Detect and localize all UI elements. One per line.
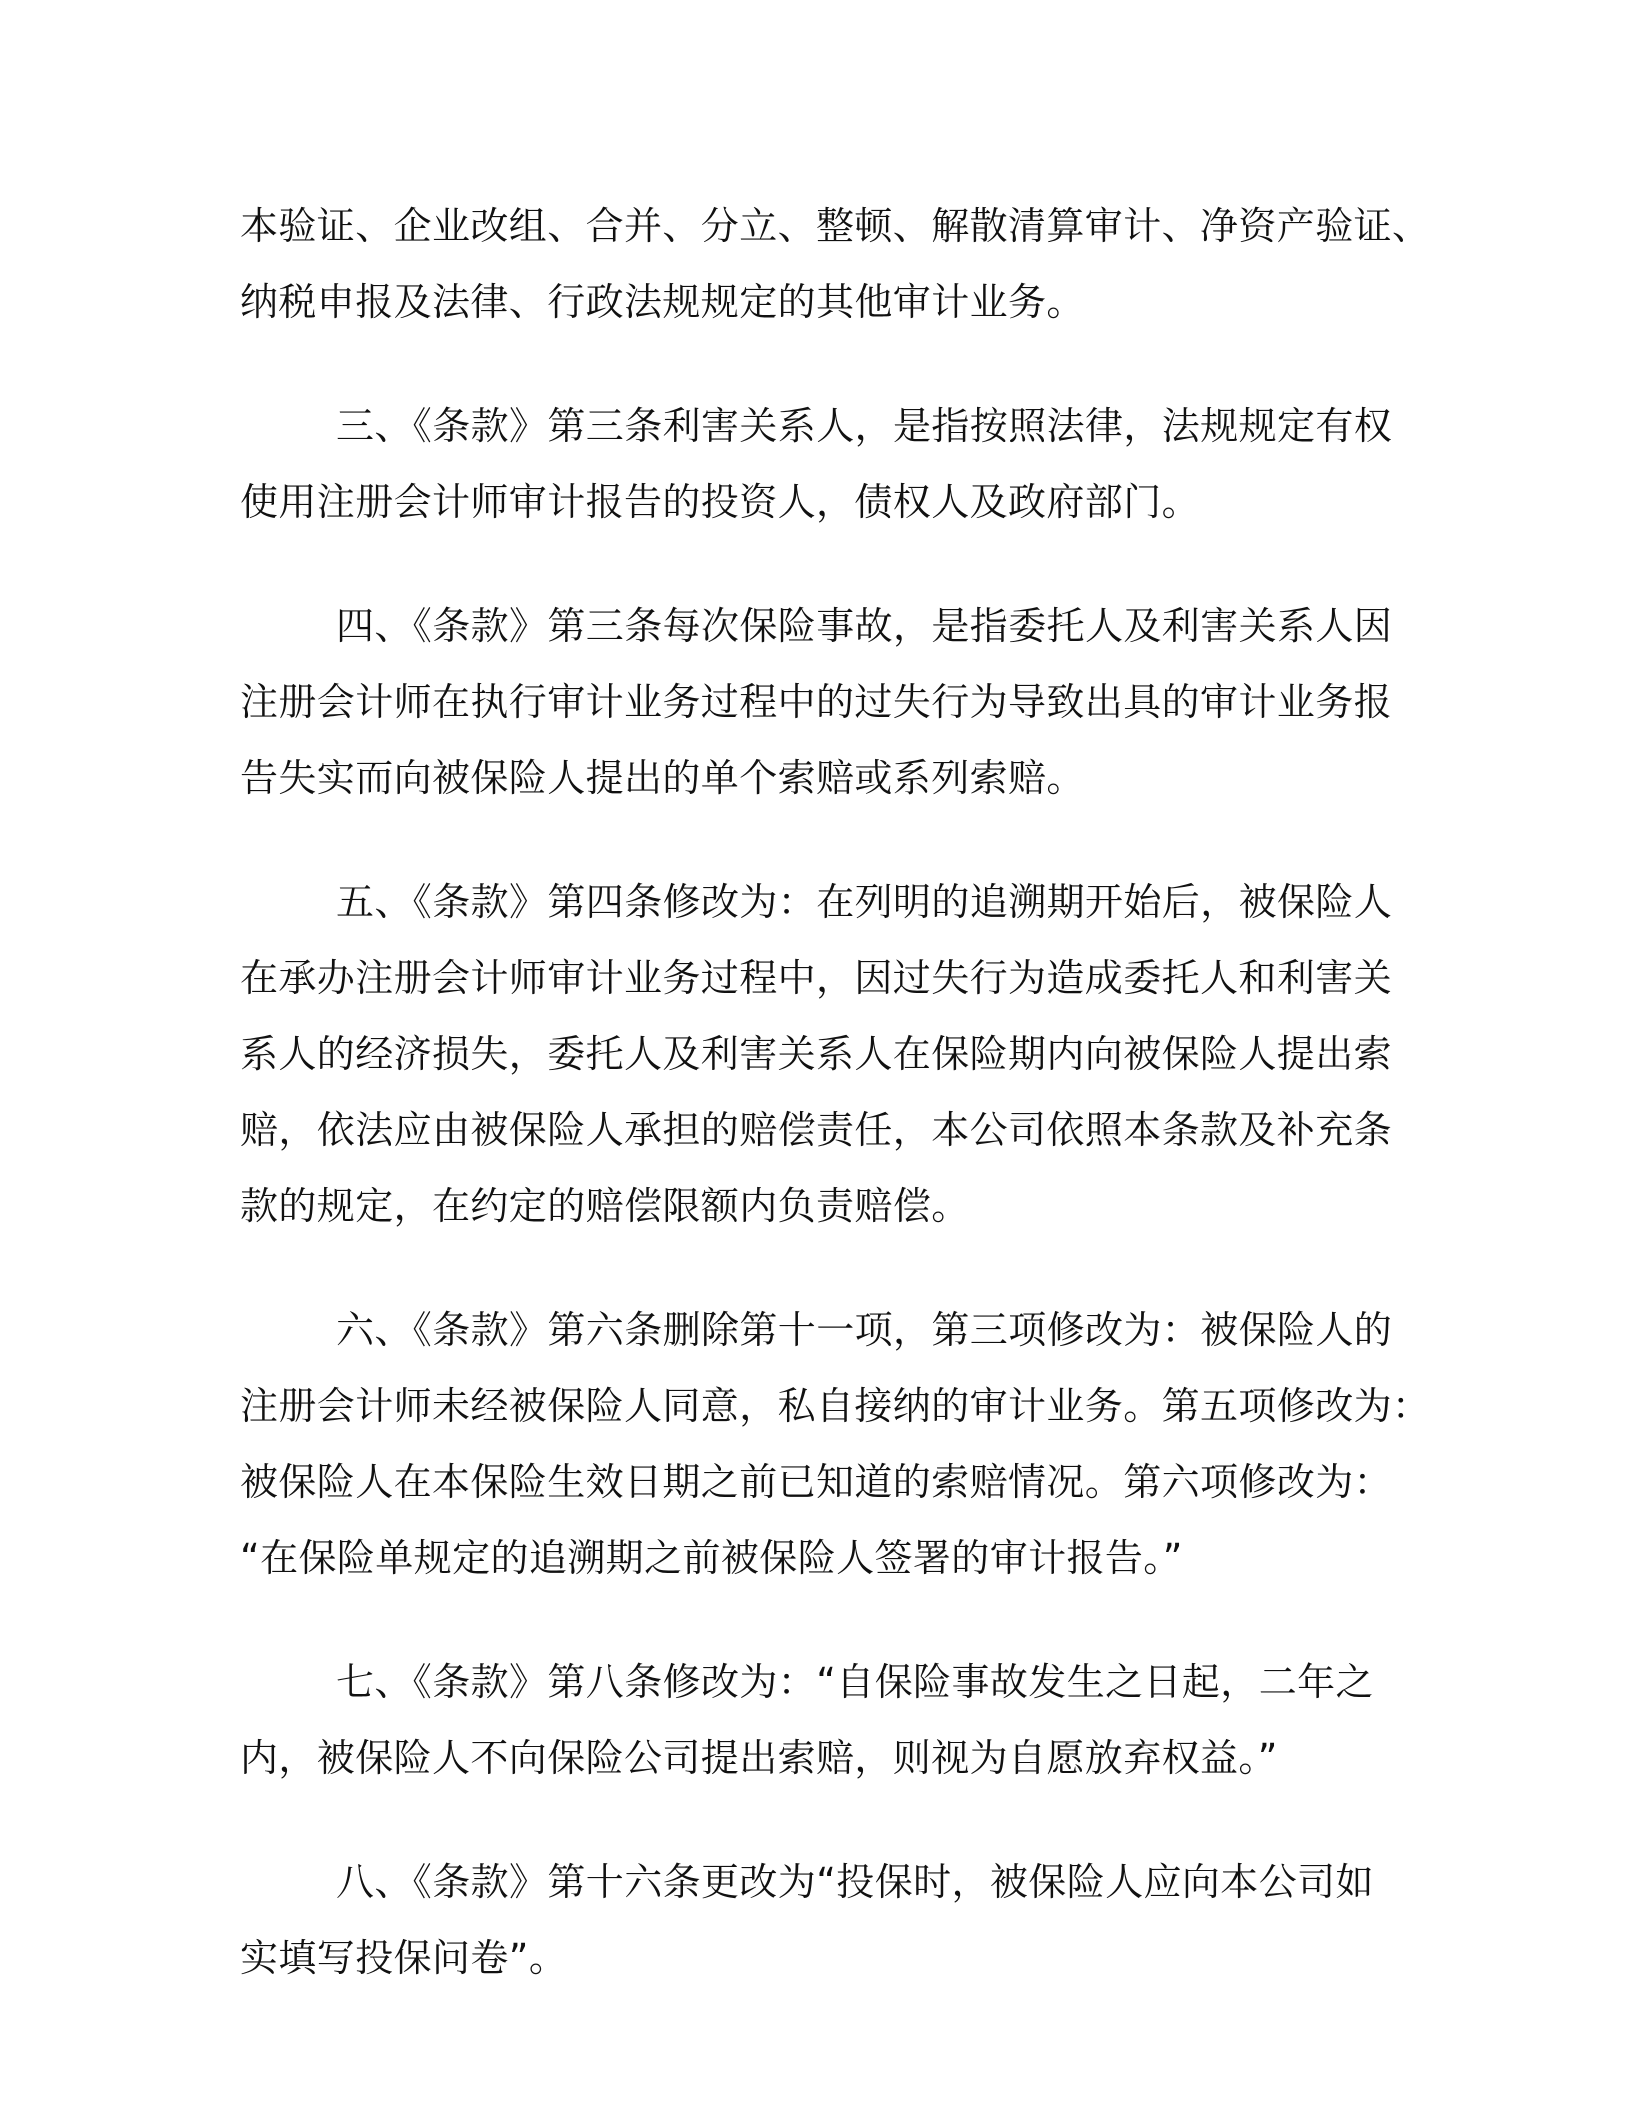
- paragraph-clause-3: [240, 388, 1393, 540]
- text-line: 四、《条款》第三条每次保险事故，是指委托人及利害关系人因: [336, 604, 1393, 648]
- text-line: 六、《条款》第六条删除第十一项，第三项修改为：被保险人的: [336, 1308, 1393, 1352]
- paragraph-clause-4: [240, 588, 1393, 816]
- text-line: “在保险单规定的追溯期之前被保险人签署的审计报告。”: [240, 1536, 1183, 1580]
- text-line: 八、《条款》第十六条更改为“投保时，被保险人应向本公司如: [336, 1860, 1374, 1904]
- text-line: 纳税申报及法律、行政法规规定的其他审计业务。: [240, 280, 1085, 324]
- text-line: 三、《条款》第三条利害关系人，是指按照法律，法规规定有权: [336, 404, 1393, 448]
- paragraph-clause-5: [240, 864, 1393, 1244]
- text-line: 被保险人在本保险生效日期之前已知道的索赔情况。第六项修改为：: [240, 1460, 1393, 1504]
- text-line: 注册会计师在执行审计业务过程中的过失行为导致出具的审计业务报: [240, 680, 1393, 724]
- text-line: 注册会计师未经被保险人同意，私自接纳的审计业务。第五项修改为：: [240, 1384, 1431, 1428]
- paragraph-clause-7: [240, 1644, 1390, 1796]
- document-page: [240, 188, 1431, 2044]
- paragraph-clause-8: [240, 1844, 1390, 1996]
- text-line: 五、《条款》第四条修改为：在列明的追溯期开始后，被保险人: [336, 880, 1393, 924]
- text-line: 实填写投保问卷”。: [240, 1936, 568, 1980]
- text-line: 使用注册会计师审计报告的投资人，债权人及政府部门。: [240, 480, 1201, 524]
- text-line: 内，被保险人不向保险公司提出索赔，则视为自愿放弃权益。”: [240, 1736, 1278, 1780]
- text-line: 本验证、企业改组、合并、分立、整顿、解散清算审计、净资产验证、: [240, 204, 1431, 248]
- text-line: 赔，依法应由被保险人承担的赔偿责任，本公司依照本条款及补充条: [240, 1108, 1393, 1152]
- text-line: 告失实而向被保险人提出的单个索赔或系列索赔。: [240, 756, 1085, 800]
- text-line: 七、《条款》第八条修改为：“自保险事故发生之日起，二年之: [336, 1660, 1374, 1704]
- text-line: 款的规定，在约定的赔偿限额内负责赔偿。: [240, 1184, 970, 1228]
- text-line: 在承办注册会计师审计业务过程中，因过失行为造成委托人和利害关: [240, 956, 1393, 1000]
- paragraph-clause-6: [240, 1292, 1431, 1596]
- text-line: 系人的经济损失，委托人及利害关系人在保险期内向被保险人提出索: [240, 1032, 1393, 1076]
- paragraph-continued: [240, 188, 1431, 340]
